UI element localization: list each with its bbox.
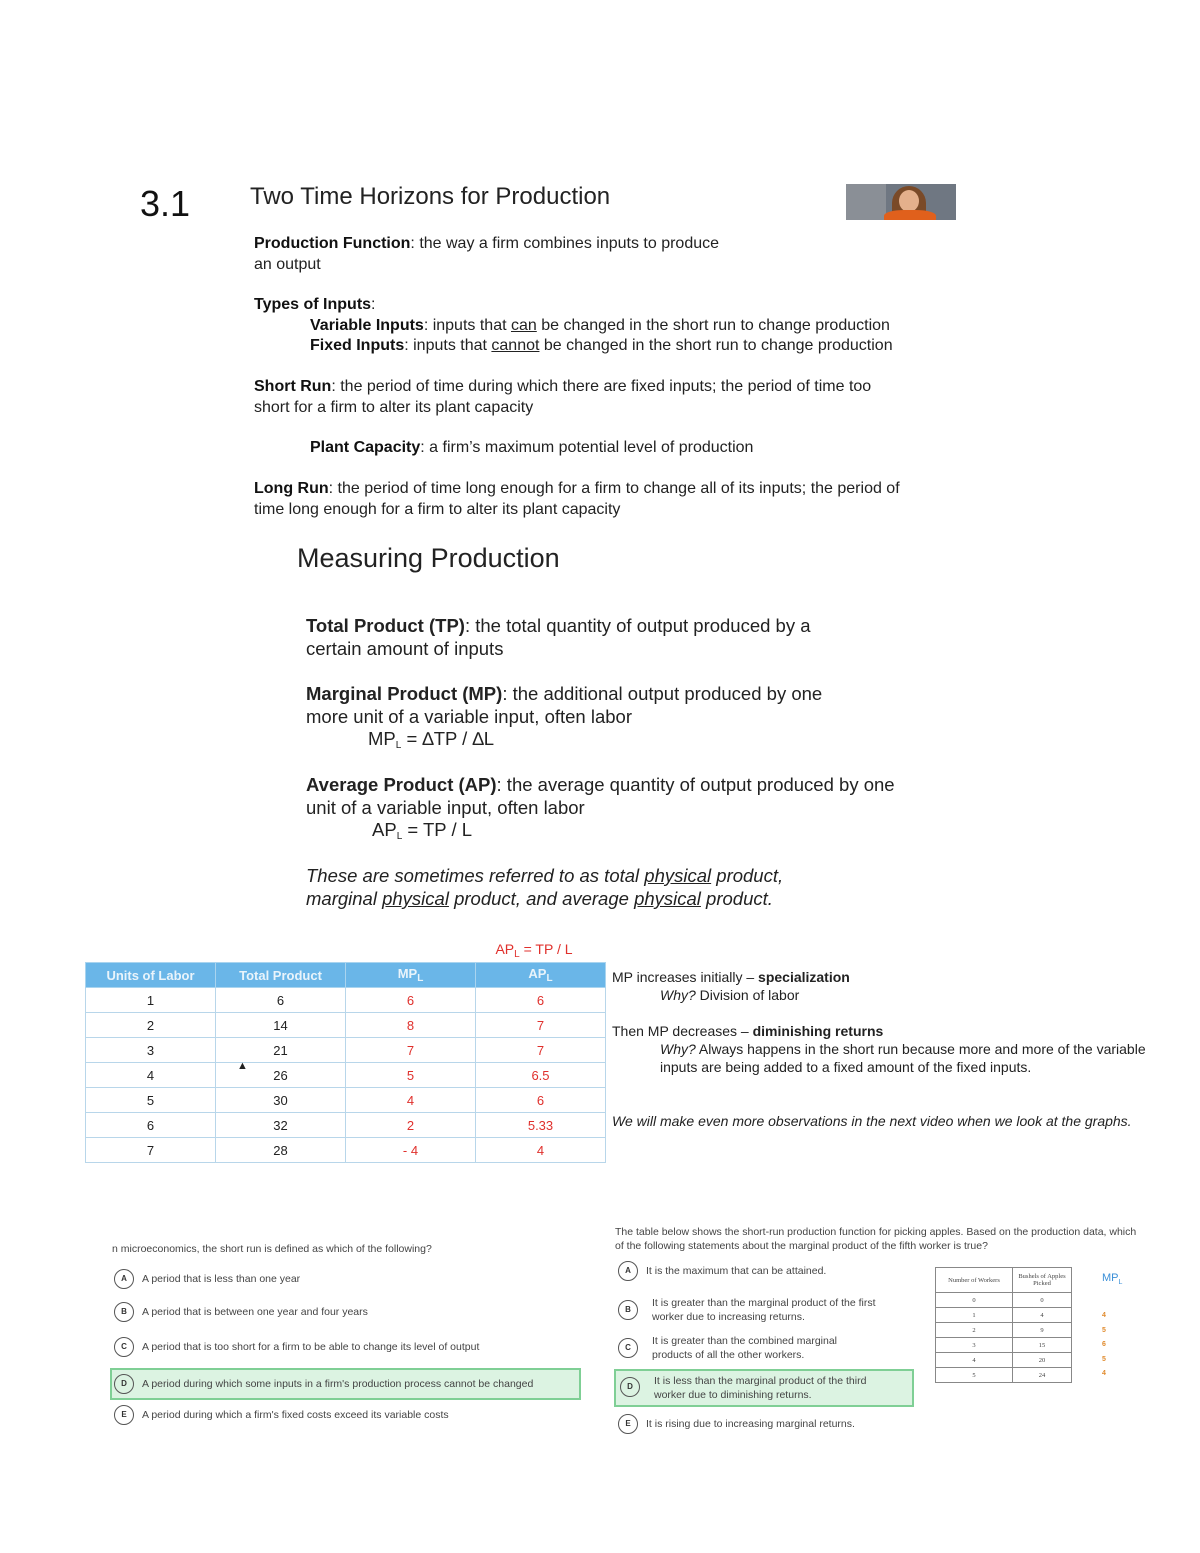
page-title: Two Time Horizons for Production — [250, 183, 611, 210]
cell: 7 — [476, 1038, 606, 1063]
cell: - 4 — [346, 1138, 476, 1163]
table-row: 2 9 — [936, 1323, 1072, 1338]
cell: 6 — [216, 988, 346, 1013]
cell: 7 — [346, 1038, 476, 1063]
cell: 6 — [476, 1088, 606, 1113]
apples-production-table — [935, 1267, 1072, 1383]
mpl-values: 4 5 6 5 4 — [1102, 1312, 1106, 1377]
col-average-product: $AP_L$ — [476, 963, 606, 988]
def-variable-inputs: Variable Inputs: inputs that can be changed in the short run to change production — [310, 317, 890, 334]
obs-why-division: Why? Division of labor — [660, 987, 800, 1003]
formula-mp: $MP_L = \Delta TP / \Delta L$ — [368, 728, 495, 751]
quiz2-option-d-correct[interactable]: D It is less than the marginal product of the third worker due to diminishing returns. — [614, 1369, 914, 1407]
quiz1-option-b[interactable]: B A period that is between one year and four years — [114, 1301, 368, 1323]
def-plant-capacity: Plant Capacity: a firm’s maximum potential level of production — [310, 439, 754, 456]
cell: 4 — [86, 1063, 216, 1088]
quiz2-option-a[interactable]: A It is the maximum that can be attained. — [618, 1260, 826, 1282]
cell: 32 — [216, 1113, 346, 1138]
quiz1-question: n microeconomics, the short run is defined as which of the following? — [112, 1243, 432, 1255]
cell: 6 — [346, 988, 476, 1013]
quiz1-option-c[interactable]: C A period that is too short for a firm to be able to change its level of output — [114, 1336, 479, 1358]
cell: 6.5 — [476, 1063, 606, 1088]
cell: 8 — [346, 1013, 476, 1038]
table-row: 5 24 — [936, 1368, 1072, 1383]
table-row: 3 15 — [936, 1338, 1072, 1353]
def-marginal-product: Marginal Product (MP): the additional output produced by one more unit of a variable input, often labor — [306, 683, 823, 727]
quiz2-question: The table below shows the short-run production function for picking apples. Based on the production data, which of the following statements about the marginal product of the fifth worker is true? — [615, 1226, 1137, 1252]
physical-product-note: These are sometimes referred to as total physical product, marginal physical product, and average physical product. — [306, 865, 784, 909]
def-long-run: Long Run: the period of time long enough for a firm to change all of its inputs; the period of time long enough for a firm to alter its plant capacity — [254, 480, 900, 518]
section-heading-measuring: Measuring Production — [297, 543, 560, 573]
table-row — [86, 1088, 606, 1113]
quiz1-option-a[interactable]: A A period that is less than one year — [114, 1268, 300, 1290]
table-row: 4 20 — [936, 1353, 1072, 1368]
cell: 14 — [216, 1013, 346, 1038]
def-total-product: Total Product (TP): the total quantity of output produced by a certain amount of inputs — [306, 615, 811, 659]
cell: 6 — [476, 988, 606, 1013]
section-number: 3.1 — [140, 183, 191, 224]
cell: 5.33 — [476, 1113, 606, 1138]
obs-mp-decreases: Then MP decreases – diminishing returns — [612, 1023, 884, 1039]
col-total-product: Total Product — [216, 963, 346, 988]
table-row — [86, 1138, 606, 1163]
def-short-run: Short Run: the period of time during which there are fixed inputs; the period of time too short for a firm to alter its plant capacity — [254, 378, 872, 416]
def-production-function: Production Function: the way a firm combines inputs to produce an output — [254, 235, 720, 273]
cell: 30 — [216, 1088, 346, 1113]
def-types-of-inputs: Types of Inputs: — [254, 296, 376, 313]
quiz1-option-d-correct[interactable]: D A period during which some inputs in a firm's production process cannot be changed — [110, 1368, 581, 1400]
cell: 26 — [216, 1063, 346, 1088]
production-table — [85, 962, 606, 1163]
col-bushels: Bushels of Apples Picked — [1013, 1268, 1072, 1293]
cell: 6 — [86, 1113, 216, 1138]
cell: 5 — [346, 1063, 476, 1088]
table-row — [86, 1113, 606, 1138]
quiz2-option-b[interactable]: B It is greater than the marginal product of the first worker due to increasing returns. — [618, 1296, 876, 1324]
table-row: 0 0 — [936, 1293, 1072, 1308]
table-row — [86, 1013, 606, 1038]
obs-mp-increases: MP increases initially – specialization — [612, 969, 850, 985]
cell: 4 — [346, 1088, 476, 1113]
formula-ap: $AP_L$ = TP / L — [372, 819, 473, 842]
cell: 5 — [86, 1088, 216, 1113]
cell: 7 — [86, 1138, 216, 1163]
quiz1-option-e[interactable]: E A period during which a firm's fixed costs exceed its variable costs — [114, 1404, 449, 1426]
cell: 2 — [86, 1013, 216, 1038]
table-row — [86, 1038, 606, 1063]
cell: 4 — [476, 1138, 606, 1163]
cell: 1 — [86, 988, 216, 1013]
obs-next-video: We will make even more observations in the next video when we look at the graphs. — [612, 1113, 1132, 1129]
cell: 2 — [346, 1113, 476, 1138]
cell: 21 — [216, 1038, 346, 1063]
quiz2-option-c[interactable]: C It is greater than the combined marginal products of all the other workers. — [618, 1334, 837, 1362]
quiz2-option-e[interactable]: E It is rising due to increasing marginal returns. — [618, 1413, 855, 1435]
def-fixed-inputs: Fixed Inputs: inputs that cannot be changed in the short run to change production — [310, 337, 893, 354]
cell: 28 — [216, 1138, 346, 1163]
table-row: 1 4 — [936, 1308, 1072, 1323]
cell: 3 — [86, 1038, 216, 1063]
obs-why-always: Why? Always happens in the short run because more and more of the variable inputs are being added to a fixed amount of the fixed inputs. — [660, 1041, 1146, 1075]
apl-formula-label: $AP_L$ = TP / L — [495, 941, 573, 960]
table-row — [86, 1063, 606, 1088]
cell: 7 — [476, 1013, 606, 1038]
mouse-cursor-icon: ▲ — [237, 1060, 248, 1072]
presenter-webcam — [846, 184, 956, 220]
col-units-of-labor: Units of Labor — [86, 963, 216, 988]
mpl-label: $MP_L$ — [1102, 1272, 1123, 1286]
col-marginal-product: $MP_L$ — [346, 963, 476, 988]
table-row — [86, 988, 606, 1013]
def-average-product: Average Product (AP): the average quantity of output produced by one unit of a variable input, often labor — [306, 774, 895, 818]
col-workers: Number of Workers — [936, 1268, 1013, 1293]
table-header-row — [86, 963, 606, 988]
